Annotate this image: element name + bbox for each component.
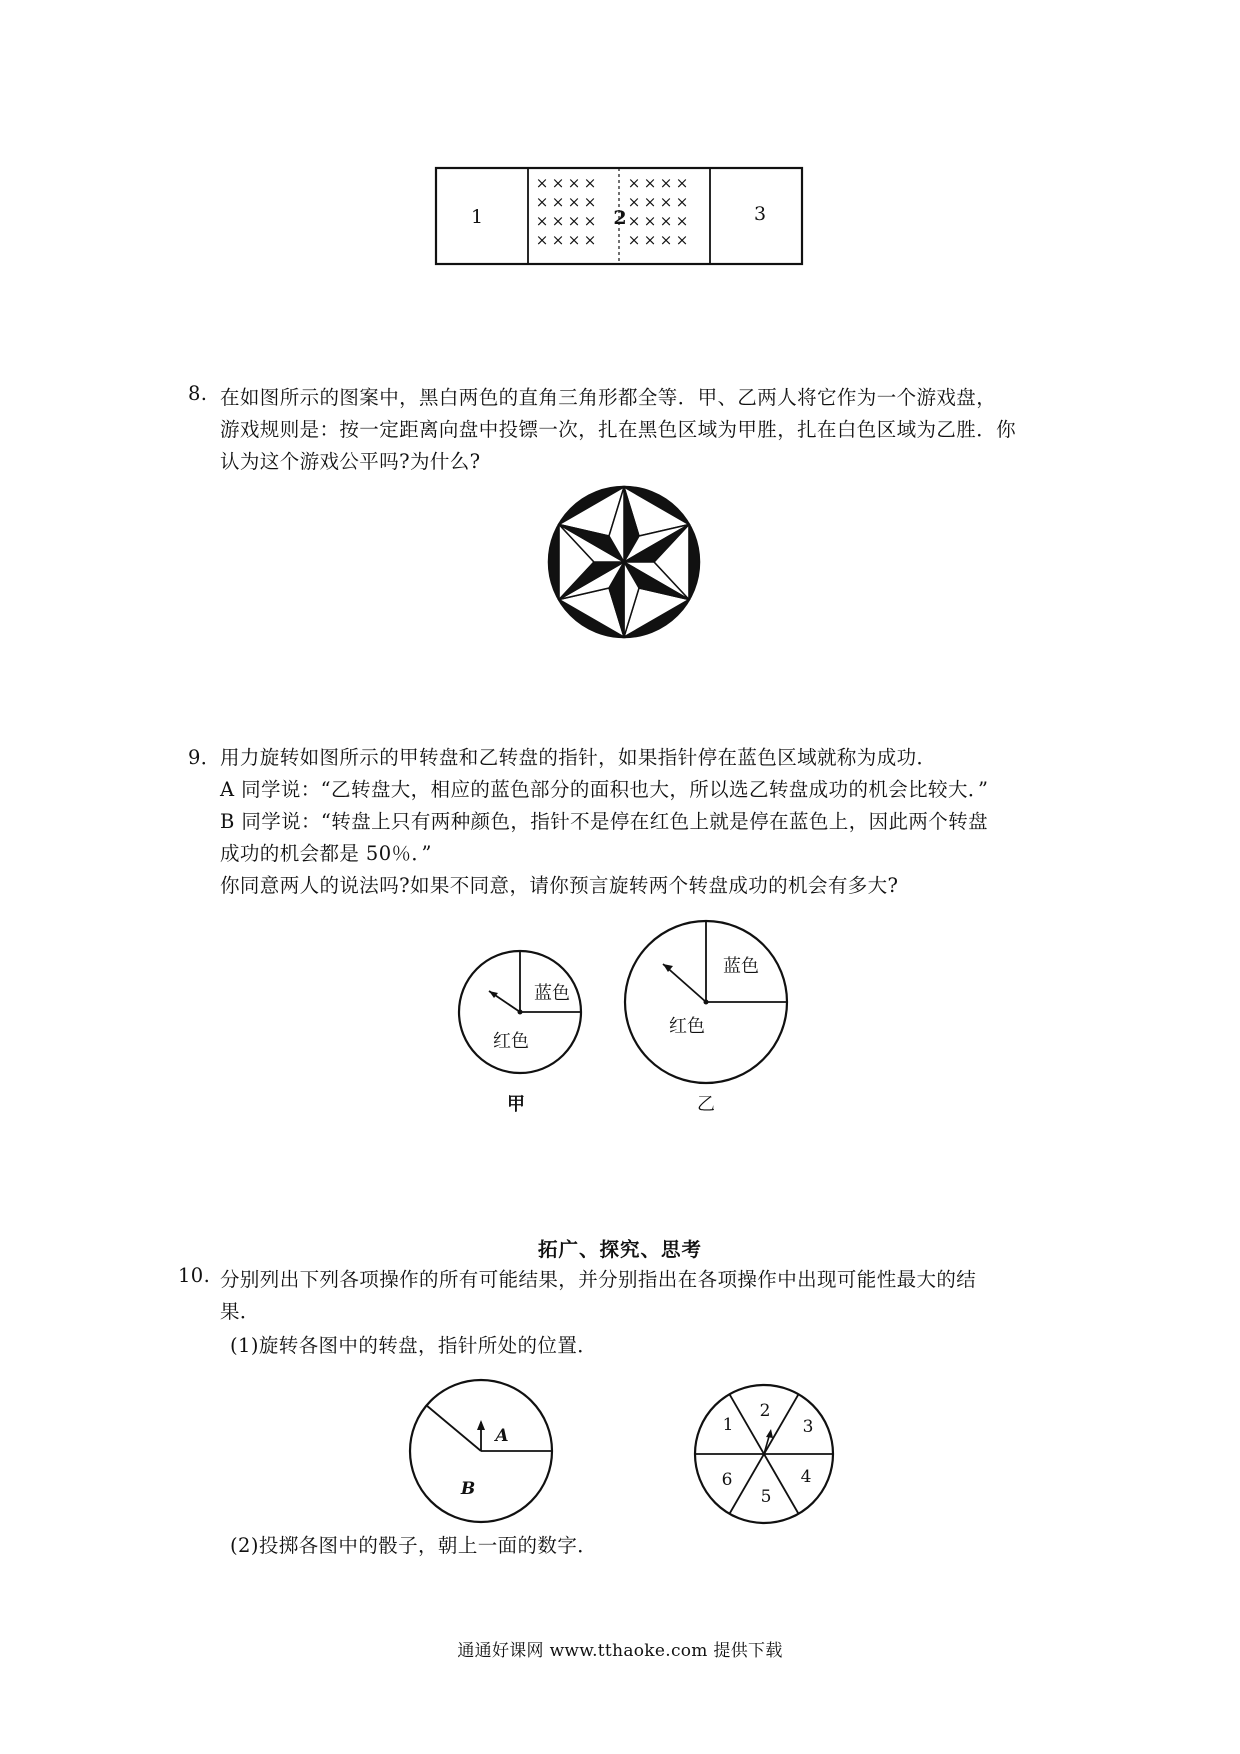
strip-figure <box>430 164 810 268</box>
spinner-yi-caption: 乙 <box>697 1094 715 1115</box>
cross-mark: × <box>535 231 549 249</box>
cross-mark: × <box>567 193 581 211</box>
spinner-six-divider <box>730 1454 765 1514</box>
cross-mark: × <box>659 193 673 211</box>
spinner-six-label-2: 2 <box>759 1401 771 1421</box>
spinner-jia-caption: 甲 <box>507 1094 525 1115</box>
q9-line-5: 你同意两人的说法吗?如果不同意，请你预言旋转两个转盘成功的机会有多大? <box>220 874 899 897</box>
spinner-six-label-4: 4 <box>800 1467 812 1487</box>
spinner-ab-label-a: A <box>495 1426 509 1446</box>
strip-cell-2-label: 2 <box>613 207 627 229</box>
spinner-yi-blue-label: 蓝色 <box>723 956 759 977</box>
cross-mark: × <box>583 212 597 230</box>
cross-mark: × <box>567 174 581 192</box>
spinner-six-figure <box>692 1382 836 1526</box>
cross-mark: × <box>551 231 565 249</box>
strip-cell-3-label: 3 <box>753 203 767 225</box>
cross-mark: × <box>675 231 689 249</box>
spinner-ab-figure <box>406 1376 556 1526</box>
spinner-jia-figure <box>454 944 594 1124</box>
cross-mark: × <box>627 193 641 211</box>
cross-mark: × <box>659 174 673 192</box>
cross-mark: × <box>627 174 641 192</box>
q9-line-4: 成功的机会都是 50％．” <box>220 842 432 865</box>
q9-number: 9． <box>188 746 221 769</box>
q8-number: 8. <box>188 382 208 405</box>
cross-mark: × <box>643 193 657 211</box>
q9-line-2: A 同学说：“乙转盘大，相应的蓝色部分的面积也大，所以选乙转盘成功的机会比较大．” <box>220 778 989 801</box>
cross-mark: × <box>583 174 597 192</box>
q8-line-2: 游戏规则是：按一定距离向盘中投镖一次，扎在黑色区域为甲胜，扎在白色区域为乙胜．你 <box>220 418 1017 441</box>
cross-mark: × <box>675 193 689 211</box>
spinner-ab-label-b: B <box>460 1479 476 1499</box>
cross-mark-grid <box>536 174 689 249</box>
cross-mark: × <box>627 231 641 249</box>
cross-mark: × <box>535 174 549 192</box>
cross-mark: × <box>567 231 581 249</box>
spinner-yi-figure <box>620 914 800 1124</box>
cross-mark: × <box>551 193 565 211</box>
q10-line-1: 分别列出下列各项操作的所有可能结果，并分别指出在各项操作中出现可能性最大的结 <box>220 1268 977 1291</box>
cross-mark: × <box>535 212 549 230</box>
cross-mark: × <box>675 212 689 230</box>
spinner-six-label-5: 5 <box>760 1487 772 1507</box>
q9-line-1: 用力旋转如图所示的甲转盘和乙转盘的指针，如果指针停在蓝色区域就称为成功． <box>220 746 937 769</box>
cross-mark: × <box>551 212 565 230</box>
spinner-jia-blue-label: 蓝色 <box>534 983 570 1004</box>
cross-mark: × <box>535 193 549 211</box>
cross-mark: × <box>583 193 597 211</box>
cross-mark: × <box>627 212 641 230</box>
cross-mark: × <box>659 212 673 230</box>
cross-mark: × <box>675 174 689 192</box>
cross-mark: × <box>567 212 581 230</box>
q8-line-3: 认为这个游戏公平吗?为什么? <box>220 450 481 473</box>
cross-mark: × <box>659 231 673 249</box>
cross-mark: × <box>583 231 597 249</box>
q10-sub1: (1)旋转各图中的转盘，指针所处的位置． <box>230 1334 598 1357</box>
q9-line-3: B 同学说：“转盘上只有两种颜色，指针不是停在红色上就是停在蓝色上，因此两个转盘 <box>220 810 988 833</box>
cross-mark: × <box>643 174 657 192</box>
footer-watermark: 通通好课网 www.tthaoke.com 提供下载 <box>457 1641 783 1661</box>
spinner-jia-red-label: 红色 <box>493 1031 529 1052</box>
dartboard-triangles <box>549 487 699 637</box>
q10-number: 10. <box>178 1264 211 1287</box>
spinner-six-label-6: 6 <box>721 1470 733 1490</box>
dartboard-figure <box>546 484 702 640</box>
cross-mark: × <box>551 174 565 192</box>
section-heading: 拓广、探究、思考 <box>537 1238 702 1261</box>
cross-mark: × <box>643 212 657 230</box>
spinner-six-label-3: 3 <box>802 1417 814 1437</box>
q8-line-1: 在如图所示的图案中，黑白两色的直角三角形都全等．甲、乙两人将它作为一个游戏盘， <box>220 386 997 409</box>
spinner-yi-red-label: 红色 <box>669 1016 705 1037</box>
cross-mark: × <box>643 231 657 249</box>
strip-cell-1-label: 1 <box>470 206 484 228</box>
spinner-six-label-1: 1 <box>722 1415 734 1435</box>
q10-sub2: (2)投掷各图中的骰子，朝上一面的数字． <box>230 1534 598 1557</box>
q10-line-2: 果． <box>220 1300 260 1323</box>
